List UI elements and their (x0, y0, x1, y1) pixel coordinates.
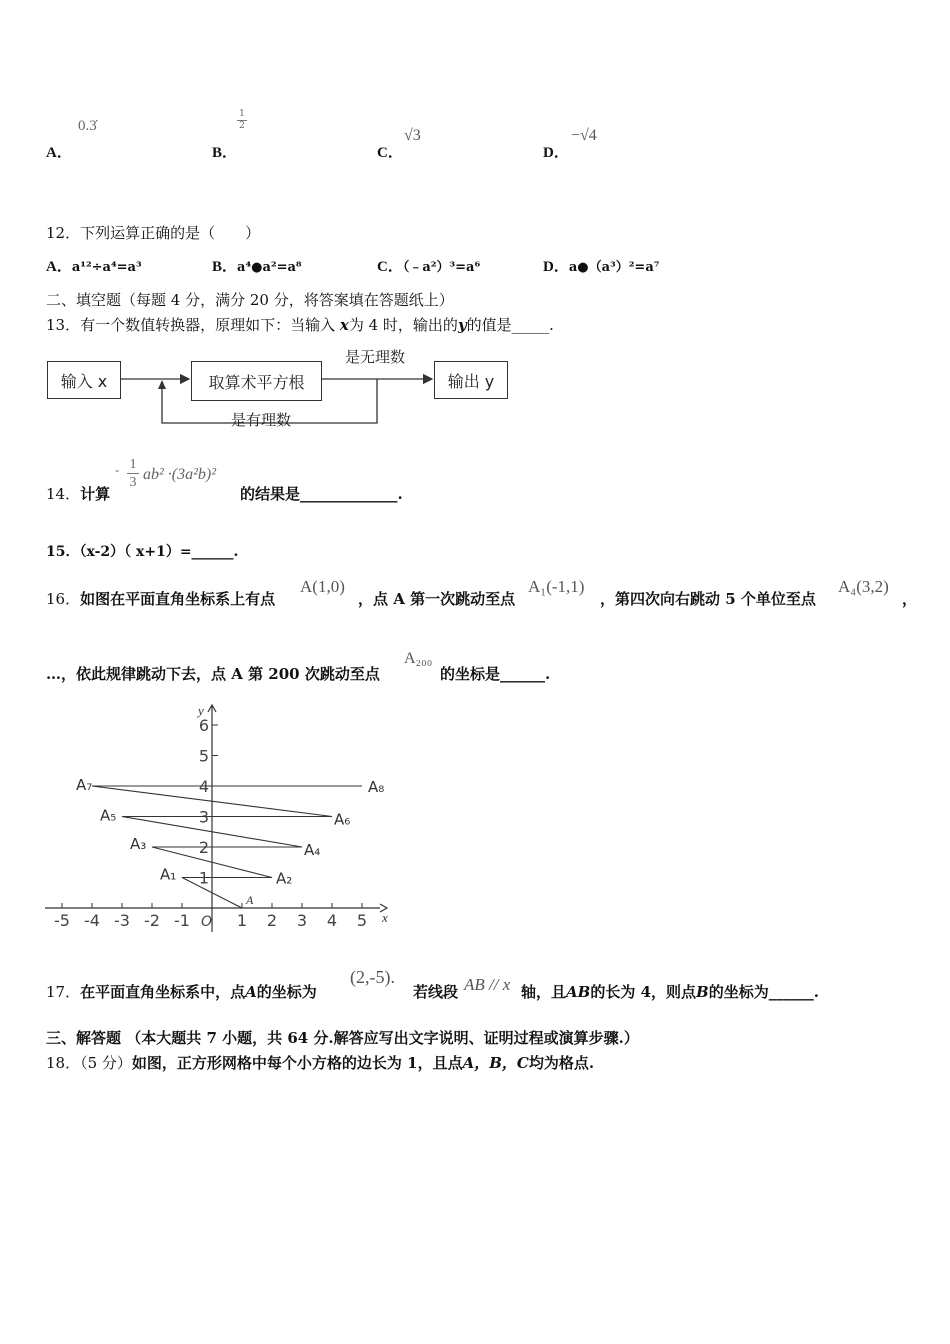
y-tick-label: 2 (198, 838, 209, 857)
q12-stem: 12．下列运算正确的是（ ） (46, 224, 261, 242)
q16-t3: ，第四次向右跳动 5 个单位至点 (600, 590, 816, 608)
q17-end: 轴，且AB的长为 4，则点B的坐标为______. (521, 983, 819, 1001)
q12-option-b: B．a⁴●a²=a⁸ (212, 259, 302, 275)
x-tick-label: 1 (236, 911, 248, 930)
option-c-expr: √3 (404, 127, 421, 144)
x-tick-label: -5 (54, 911, 70, 930)
q12-option-a: A．a¹²÷a⁴=a³ (46, 259, 142, 275)
q16-line1: 16．如图在平面直角坐标系上有点 (46, 590, 276, 608)
y-tick-label: 3 (198, 807, 209, 827)
q17-t3: 若线段 (413, 983, 459, 1001)
q12-option-d: D．a●（a³）²=a⁷ (543, 259, 660, 275)
y-axis-label: y (198, 703, 204, 718)
x-tick-label: 2 (266, 911, 278, 930)
y-tick-label: 6 (198, 716, 209, 735)
q14-post: 的结果是_____________. (240, 485, 403, 503)
q17-seg: AB // x (464, 975, 511, 994)
q13-stem: 13．有一个数值转换器，原理如下：当输入 x为 4 时，输出的y的值是_____. (46, 316, 554, 334)
q16-point-a1: A₁(-1,1) (528, 577, 585, 596)
q18: 18．（5 分）如图，正方形网格中每个小方格的边长为 1，且点A，B，C均为格点. (46, 1054, 595, 1072)
x-tick-label: -2 (144, 911, 160, 930)
flow-input-box: 输入 x (47, 361, 121, 399)
x-tick-label: 5 (356, 911, 368, 930)
x-tick-label: O (201, 914, 213, 930)
point-label-a: A (246, 893, 254, 907)
point-label-a7: A₇ (76, 776, 93, 794)
q14-num: 14．计算 (46, 485, 111, 503)
option-a-expr: 0.3̇ (78, 118, 97, 134)
q16-t4: ， (902, 590, 918, 608)
q15: 15．（x-2）（ x+1）=______. (46, 544, 239, 560)
flow-irrational-label: 是无理数 (345, 348, 406, 366)
section-2-heading: 二、填空题（每题 4 分，满分 20 分，将答案填在答题纸上） (46, 291, 454, 309)
option-b-expr: 1 2 (237, 109, 247, 132)
q16-point-a: A(1,0) (300, 577, 345, 596)
point-label-a2: A₂ (276, 869, 293, 888)
y-tick-label: 1 (198, 868, 209, 888)
flow-rational-label: 是有理数 (231, 411, 292, 429)
flow-output-box: 输出 y (434, 361, 508, 399)
option-d-expr: −√4 (571, 127, 597, 144)
point-label-a6: A₆ (334, 810, 351, 829)
x-tick-label: -4 (84, 911, 100, 930)
point-label-a3: A₃ (130, 835, 147, 853)
section-3-heading: 三、解答题 （本大题共 7 小题，共 64 分.解答应写出文字说明、证明过程或演算步骤.） (46, 1029, 639, 1047)
q16-t2: ，点 A 第一次跳动至点 (358, 590, 516, 608)
x-tick-label: -1 (174, 911, 190, 930)
q12-option-c: C．（﹣a²）³=a⁶ (377, 259, 481, 275)
x-axis-label: x (382, 910, 388, 925)
point-label-a1: A₁ (160, 865, 177, 884)
q16-point-a4: A₄(3,2) (838, 577, 889, 596)
q17-coord: (2,-5). (350, 967, 395, 987)
q16-point-a200: A₂₀₀ (404, 650, 433, 667)
option-b-letter: B． (212, 145, 238, 161)
q17-start: 17．在平面直角坐标系中，点A的坐标为 (46, 983, 317, 1001)
q16-line2-post: 的坐标是______. (440, 665, 551, 683)
q16-line2: …，依此规律跳动下去，点 A 第 200 次跳动至点 (46, 665, 380, 683)
x-tick-label: 4 (326, 911, 338, 930)
flow-process-box: 取算术平方根 (191, 361, 322, 401)
point-label-a8: A₈ (368, 778, 385, 796)
option-d-letter: D． (543, 145, 569, 161)
point-label-a4: A₄ (304, 841, 321, 859)
option-c-letter: C． (377, 145, 403, 161)
option-a-letter: A． (46, 145, 72, 161)
x-tick-label: -3 (114, 911, 130, 930)
jump-graph (40, 698, 400, 938)
x-tick-label: 3 (296, 911, 308, 930)
y-tick-label: 4 (198, 777, 209, 796)
point-label-a5: A₅ (100, 806, 117, 825)
y-tick-label: 5 (198, 746, 209, 766)
